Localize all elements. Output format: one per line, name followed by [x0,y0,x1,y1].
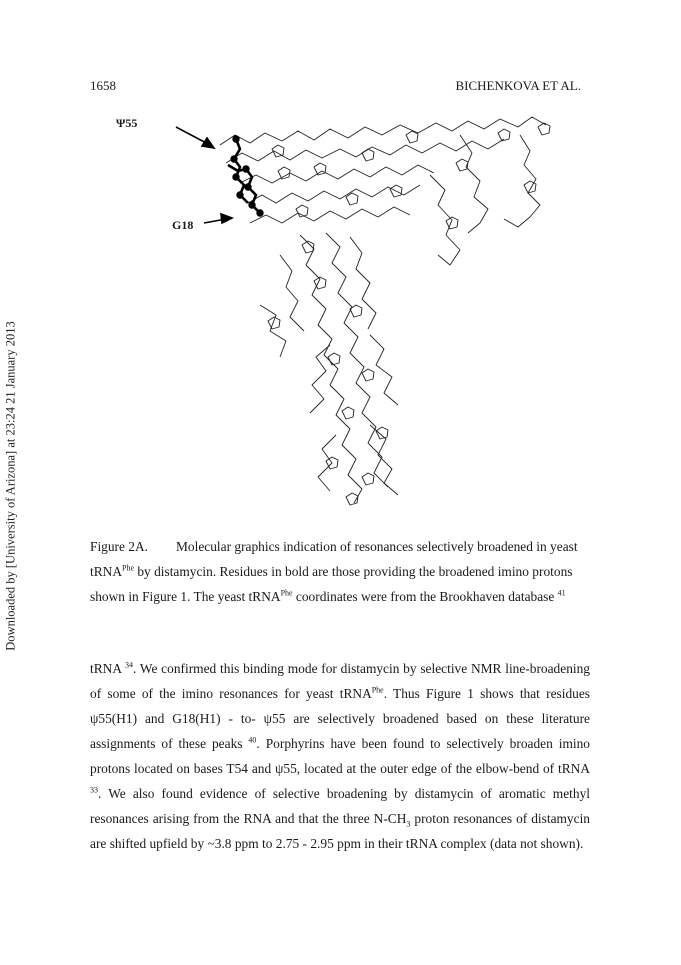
superscript-phe: Phe [371,685,384,695]
trna-molecular-graphic [100,105,580,520]
figure-caption [90,534,590,609]
caption-text-2b: by distamycin. Residues in bold are those providing the broadened imino protons [134,564,573,579]
subscript-3: 3 [406,819,411,829]
body-text-d: . Porphyrins have been found to selectively broaden imino protons located on bases T54 and ψ55, located at the outer edge of the elbow-bend of tRNA [90,736,590,776]
caption-line-2 [90,559,590,584]
body-paragraph [90,656,590,856]
reference-40: 40 [248,735,257,745]
caption-text-3b: coordinates were from the Brookhaven database [292,589,558,604]
reference-33: 33 [90,785,98,795]
body-text-a: tRNA [90,661,126,676]
caption-text-2a: tRNA [90,564,122,579]
g18-label: G18 [172,218,194,232]
body-text-f: proton resonances of distamycin are shifted upfield by ~3.8 ppm to 2.75 - 2.95 ppm in their tRNA complex (data not shown). [90,811,590,851]
reference-34: 34 [125,660,134,670]
caption-reference: 41 [557,588,566,598]
caption-superscript-phe: Phe [122,563,134,573]
body-text-c: . Thus Figure 1 shows that residues ψ55(H1) and G18(H1) - to- ψ55 are selectively broadened based on these literature assignments of these peaks [90,686,590,751]
page-number: 1658 [90,78,116,93]
psi55-label: Ψ55 [116,116,138,130]
download-note: Downloaded by [University of Arizona] at 23:24 21 January 2013 [3,321,18,651]
caption-line-1 [90,534,590,559]
trna-structure-drawing [100,105,580,520]
body-text-b: . We confirmed this binding mode for distamycin by selective NMR line-broadening of some of the imino resonances for yeast tRNA [90,661,590,701]
download-watermark [4,296,18,676]
caption-figure-label: Figure 2A. [90,539,149,554]
running-title: BICHENKOVA ET AL. [455,78,581,93]
caption-superscript-phe-2: Phe [280,588,293,598]
caption-line-3 [90,584,590,609]
body-text-e: . We also found evidence of selective broadening by distamycin of aromatic methyl resonances arising from the RNA and that the three N-CH [90,786,590,826]
caption-text-1: Molecular graphics indication of resonances selectively broadened in yeast [176,539,578,554]
caption-text-3a: shown in Figure 1. The yeast tRNA [90,589,281,604]
